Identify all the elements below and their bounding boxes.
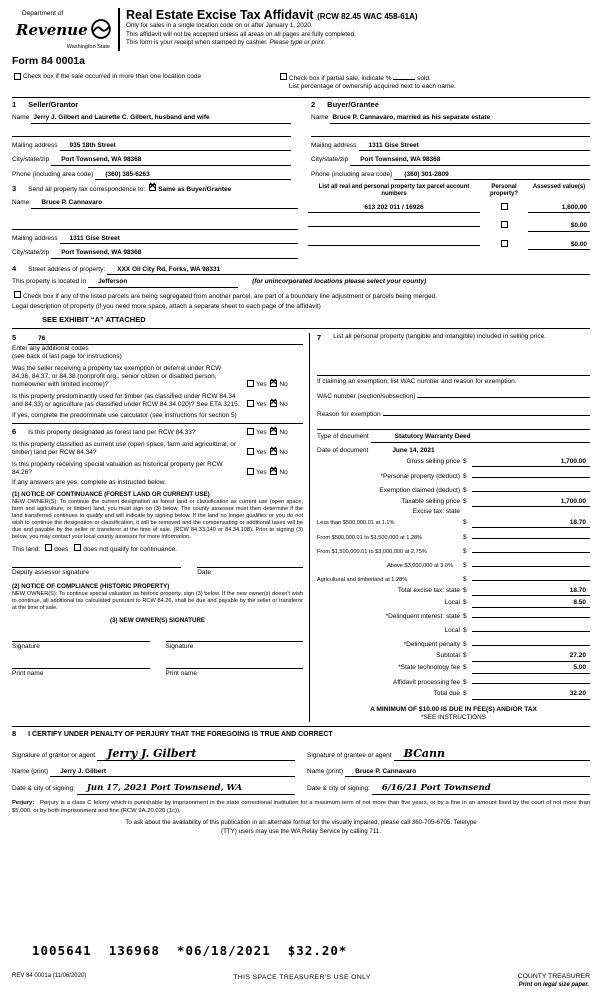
perjury-statement: Perjury: Perjury is a class C felony which is punishable by imprisonment in the state correctional institution for a maximum term of not more than five years, or by a fine in an amount fixed by the court of not more than $5,000, or by both imprisonment and fine (RCW 9A.20.020 (1c)). (12, 799, 590, 814)
historic-question: Is this property receiving special valuation as historical property per RCW 84.26? (12, 460, 223, 476)
forest-no-checkbox[interactable] (270, 428, 277, 435)
subtotal-field[interactable]: 27.20 (472, 652, 590, 661)
rate-above-3m-field[interactable] (472, 559, 590, 567)
grantee-print-name-field[interactable]: Bruce P. Cannavaro (345, 768, 590, 777)
seller-phone-label: Phone (including area code) (12, 170, 94, 178)
assessed-value-field[interactable]: $0.00 (528, 222, 590, 231)
parcel-personal-checkbox[interactable] (501, 203, 508, 210)
certify-statement: I CERTIFY UNDER PENALTY OF PERJURY THAT THE FOREGOING IS TRUE AND CORRECT (28, 731, 333, 739)
grantee-date-city-field[interactable]: 6/16/21 Port Townsend (372, 784, 590, 794)
rate-500k-1500k-field[interactable] (472, 531, 590, 539)
partial-sale-suffix: sold. (417, 74, 431, 82)
buyer-name-field[interactable]: Bruce P. Cannavaro, married as his separate estate (330, 114, 590, 123)
segregated-label: Check box if any of the listed parcels are being segregated from another parcel, are part of a boundary line adjustment or parcels being merged. (23, 292, 438, 300)
correspondence-city-label: City/state/zip (12, 249, 50, 257)
parcel-number-field[interactable] (308, 218, 480, 227)
divider (12, 423, 303, 424)
form-number: Form 84 0001a (12, 55, 85, 68)
timber-answers: Yes × No (245, 400, 303, 409)
personal-property-note: List all personal property (tangible and intangible) included in selling price. (333, 333, 546, 341)
deputy-assessor-signature-line[interactable] (12, 567, 181, 577)
print-name-label: Print name (12, 669, 44, 677)
total-due-field[interactable]: 32.20 (472, 690, 590, 699)
delinquent-interest-state-label: *Delinquent interest: state (385, 613, 460, 621)
page-title: Real Estate Excise Tax Affidavit (RCW 82.45 WAC 458-61A) (126, 8, 418, 22)
timber-no-checkbox[interactable] (270, 400, 277, 407)
answers-note: If any answers are yes, complete as instructed below. (12, 479, 166, 487)
divider (317, 375, 590, 376)
personal-property-deduct-field[interactable] (472, 470, 590, 478)
buyer-section (301, 100, 590, 181)
seller-mailing-field[interactable]: 935 18th Street (60, 142, 291, 151)
logo-revenue-text: Revenue (16, 21, 88, 40)
exemption-question: Was the seller receiving a property tax exemption or deferral under RCW 84.36, 84.37, or 84.38 (nonprofit org., senior citizen or disabled person, homeowner with limited income)? (12, 364, 222, 389)
dollar-sign: $ (463, 561, 467, 569)
partial-sale-checkbox[interactable] (280, 73, 287, 80)
certification-section (12, 729, 590, 794)
rate-500k-1500k-label: From $500,000.01 to $1,500,000 at 1.28% (317, 534, 423, 541)
property-section (12, 264, 590, 327)
assessed-value-field[interactable]: 1,600.00 (528, 204, 590, 213)
excise-tax-state-header: Excise tax: state (412, 507, 460, 515)
total-excise-state-label: Total excise tax: state (397, 586, 460, 594)
main-columns (12, 333, 590, 722)
land-does-not-label: does not qualify for continuance. (83, 546, 177, 554)
rate-under-500k-label: Less than $500,000.01 at 1.1% (317, 519, 395, 526)
correspondence-extra-line[interactable] (12, 219, 298, 230)
minimum-fee-note: A MINIMUM OF $10.00 IS DUE IN FEE(S) AND/OR TAX (370, 705, 537, 713)
currentuse-answers: Yes × No (245, 448, 303, 457)
correspondence-city-field[interactable]: Port Townsend, WA 98368 (51, 249, 298, 258)
same-as-buyer-label: Same as Buyer/Grantee (158, 186, 232, 194)
exemption-note: If claiming an exemption, list WAC number and reason for exemption. (317, 378, 517, 386)
partial-sale-percent-field[interactable] (393, 73, 415, 80)
wac-number-field[interactable] (417, 390, 590, 398)
section3-number: 3 (12, 184, 17, 194)
multi-location-label: Check box if the sale occurred in more than one location code (23, 72, 202, 80)
seller-name-extra-line[interactable] (12, 126, 291, 137)
signature-label: Signature (12, 643, 40, 651)
seller-city-label: City/state/zip (12, 156, 50, 164)
header-divider (118, 8, 120, 51)
correspondence-mailing-label: Mailing address (12, 234, 58, 242)
ownership-note: List percentage of ownership acquired next to each name. (288, 83, 456, 91)
legal-size-note: Print on legal size paper. (518, 982, 590, 989)
dollar-sign: $ (463, 641, 467, 649)
top-options (12, 73, 590, 92)
assessed-value-header: Assessed value(s) (532, 184, 586, 191)
personal-property-deduct-label: *Personal property (deduct) (380, 472, 460, 480)
historic-answers: Yes × No (245, 468, 303, 477)
dollar-sign: $ (463, 497, 467, 505)
multi-location-checkbox[interactable] (14, 73, 21, 80)
dollar-sign: $ (463, 598, 467, 606)
parcel-table (308, 184, 590, 259)
dollar-sign: $ (463, 457, 467, 465)
parcel-number-field[interactable]: 613 202 011 / 16926 (308, 204, 480, 213)
gross-selling-price-label: Gross selling price (406, 457, 460, 465)
total-excise-state-field[interactable]: 18.70 (472, 587, 590, 596)
parcel-row (308, 203, 590, 213)
county-treasurer-block (518, 973, 590, 990)
grantor-date-city-field[interactable]: Jun 17, 2021 Port Townsend, WA (77, 784, 295, 794)
divider (12, 97, 590, 98)
dollar-sign: $ (463, 533, 467, 541)
doc-date-value[interactable]: June 14, 2021 (392, 446, 435, 454)
form-header (12, 8, 590, 51)
print-name-label: Print name (165, 669, 197, 677)
compliance-text: NEW OWNER(S): To continue special valuation as historic property, sign (3) below. If the new owner(s) doesn't wish to continue, all additional tax calculated pursuant to RCW 84.26, shall be due and payable by the seller or transferor at the time of sale. (12, 591, 303, 612)
title-rcw-reference: (RCW 82.45 WAC 458-61A) (317, 12, 418, 21)
doc-type-label: Type of document (317, 433, 369, 441)
buyer-mailing-label: Mailing address (311, 141, 357, 149)
divider (12, 328, 590, 329)
state-technology-fee-field[interactable]: 5.00 (472, 664, 590, 673)
deputy-date-label: Date (197, 568, 211, 576)
parcel-row (308, 237, 590, 250)
parcel-personal-checkbox[interactable] (501, 240, 508, 247)
buyer-name-label: Name (311, 114, 329, 122)
currentuse-question: Is this property classified as current use (open space, farm and agricultural, or timber) land per RCW 84.34? (12, 440, 236, 457)
new-owner-print-name-line-1[interactable] (12, 668, 150, 678)
gross-selling-price-field[interactable]: 1,700.00 (472, 458, 590, 467)
rate-above-3m-label: Above $3,000,000 at 3.0% (387, 562, 453, 569)
dollar-sign: $ (463, 613, 467, 621)
taxable-selling-price-label: Taxable selling price (401, 497, 460, 505)
correspondence-name-label: Name (12, 199, 30, 207)
total-due-label: Total due (433, 690, 460, 698)
county-field[interactable]: Jefferson (88, 278, 238, 287)
delinquent-interest-local-field[interactable] (472, 624, 590, 632)
section7-number: 7 (317, 333, 322, 343)
land-label: This land: (12, 546, 41, 554)
correspondence-and-parcels (12, 184, 590, 259)
partial-sale-label: Check box if partial sale, indicate % (288, 74, 392, 82)
buyer-city-field[interactable]: Port Townsend, WA 98368 (350, 156, 590, 165)
continuance-text: NEW OWNER(S): To continue the current designation as forest land or classification as current use (open space, farm and agriculture, or timber) land, you must sign on (3) below. The county assessor must then determine if the land transferred continues to qualify and will indicate by signing below. If the land no longer qualifies or you do not wish to continue the designation or classification, it will be removed and the compensating or additional taxes will be due and payable by the seller or transferor at the time of sale. (RCW 84.33.140 or 84.34.108). Prior to signing (3) below, you may contact your local county assessor for more information. (12, 498, 303, 540)
header-note-2: This affidavit will not be accepted unless all areas on all pages are fully completed. (126, 30, 356, 38)
signature-label: Signature (165, 643, 194, 651)
currentuse-yes-checkbox[interactable] (247, 448, 254, 455)
parcel-personal-checkbox[interactable] (501, 221, 508, 228)
seller-city-field[interactable]: Port Townsend, WA 98368 (51, 156, 291, 165)
exemption-yes-checkbox[interactable] (247, 380, 254, 387)
personal-property-header: Personal property? (489, 184, 518, 197)
correspondence-label: Send all property tax correspondence to: (28, 186, 146, 194)
rate-under-500k-field[interactable]: 18.70 (472, 519, 590, 528)
legal-description-value[interactable]: SEE EXHIBIT “A” ATTACHED (42, 314, 146, 324)
land-does-label: does (54, 546, 69, 554)
form-footer (12, 973, 590, 990)
grantor-print-name-field[interactable]: Jerry J. Gilbert (50, 768, 295, 777)
left-column (12, 333, 310, 722)
forest-answers: Yes × No (245, 428, 303, 437)
dollar-sign: $ (463, 627, 467, 635)
timber-yes-checkbox[interactable] (247, 400, 254, 407)
revenue-swirl-icon (90, 18, 112, 43)
alternate-format-note: To ask about the availability of this publication in an alternate format for the visually impaired, please call 360-705-6705. Teletype (TTY) users may use the WA Relay Service by calling 711. (125, 819, 477, 835)
seller-section-title: 1 Seller/Grantor (12, 99, 79, 109)
treasurer-blank-space (12, 836, 590, 943)
located-note: (for unincorporated locations please select your county) (252, 278, 427, 286)
dollar-sign: $ (463, 690, 467, 698)
cashier-stamp: 1005641 136968 *06/18/2021 $32.20* (32, 943, 348, 959)
correspondence-section (12, 184, 308, 259)
section4-number: 4 (12, 263, 17, 273)
see-instructions-note: *SEE INSTRUCTIONS (421, 714, 486, 722)
rate-1500k-3m-label: From $1,500,000.01 to $3,000,000 at 2.75% (317, 548, 427, 555)
timber-question: Is this property predominantly used for timber (as classified under RCW 84.34 and 84.33) or agriculture (as classified under RCW 84.34.020)? See ETA 3215. (12, 392, 240, 409)
grantee-signature-field[interactable]: BCann (394, 748, 590, 761)
new-owner-signature-title: (3) NEW OWNER(S) SIGNATURE (109, 617, 206, 625)
logo-washington-state: Washington State (66, 43, 110, 50)
local-tax-label: Local (444, 598, 460, 606)
deputy-assessor-label: Deputy assessor signature (12, 568, 89, 576)
dollar-sign: $ (463, 472, 467, 480)
legal-description-label: Legal description of property (if you need more space, attach a separate sheet to each page of the affidavit) (12, 303, 321, 311)
buyer-section-title: 2 Buyer/Grantee (311, 99, 379, 109)
historic-yes-checkbox[interactable] (247, 468, 254, 475)
rate-agricultural-label: Agricultural and timberland at 1.28% (317, 576, 408, 583)
dollar-sign: $ (463, 575, 467, 583)
grantee-date-city-label: Date & city of signing: (307, 785, 370, 793)
new-owner-signature-line-1[interactable] (12, 641, 150, 651)
dollar-sign: $ (463, 586, 467, 594)
correspondence-mailing-field[interactable]: 1311 Gise Street (60, 235, 298, 244)
grantee-print-name-label: Name (print) (307, 767, 344, 775)
additional-codes-note: (see back of last page for instructions) (12, 353, 122, 361)
section5-number: 5 (12, 333, 17, 343)
new-owner-print-name-line-2[interactable] (166, 668, 304, 678)
parcel-number-field[interactable] (308, 237, 480, 246)
street-address-field[interactable]: XXX Oil City Rd, Forks, WA 98331 (107, 266, 590, 275)
taxable-selling-price-field[interactable]: 1,700.00 (472, 498, 590, 507)
located-in-label: This property is located in (12, 278, 87, 286)
forest-question: 6 Is this property designated as forest land per RCW 84.33? (12, 427, 196, 437)
doc-type-field[interactable]: Statutory Warranty Deed (371, 433, 590, 442)
buyer-city-label: City/state/zip (311, 156, 349, 164)
seller-section (12, 100, 301, 181)
grantor-date-city-label: Date & city of signing: (12, 785, 75, 793)
buyer-mailing-field[interactable]: 1311 Gise Street (359, 142, 590, 151)
wac-number-label: WAC number (section/subsection) (317, 393, 416, 401)
logo-dept-line: Department of (22, 10, 64, 17)
seller-name-field[interactable]: Jerry J. Gilbert and Laurette C. Gilbert, husband and wife (31, 114, 291, 123)
section7-column (310, 333, 590, 722)
grantor-print-name-label: Name (print) (12, 767, 49, 775)
revision-number: REV 84 0001a (11/06/2020) (12, 973, 87, 980)
dollar-sign: $ (463, 547, 467, 555)
header-note-3: This form is your receipt when stamped by cashier. Please type or print. (126, 38, 326, 46)
parties-section (12, 100, 590, 181)
delinquent-penalty-field[interactable] (472, 638, 590, 646)
additional-codes-field[interactable]: 76 (28, 335, 303, 344)
affidavit-processing-fee-label: Affidavit processing fee (392, 679, 460, 687)
rate-agricultural-field[interactable] (472, 573, 590, 581)
exemption-claimed-field[interactable] (472, 484, 590, 492)
section8-number: 8 (12, 729, 17, 739)
header-note-1: Only for sales in a single location code on or after January 1, 2020. (126, 22, 313, 30)
delinquent-penalty-label: *Delinquent penalty (403, 641, 460, 649)
calculator-note: If yes, complete the predominate use calculator (see instructions for section 5) (12, 411, 237, 419)
seller-name-label: Name (12, 114, 30, 122)
county-treasurer-label: COUNTY TREASURER (517, 973, 590, 981)
additional-codes-label: Enter any additional codes (12, 344, 89, 352)
street-address-label: Street address of property: (28, 265, 106, 273)
delinquent-interest-state-field[interactable] (472, 610, 590, 618)
buyer-phone-label: Phone (including area code) (311, 170, 393, 178)
divider (12, 726, 590, 727)
state-technology-fee-label: *State technology fee (398, 664, 460, 672)
currentuse-no-checkbox[interactable] (270, 448, 277, 455)
dollar-sign: $ (463, 518, 467, 526)
exemption-claimed-label: Exemption claimed (deduct) (379, 486, 460, 494)
treasurer-use-label: THIS SPACE TREASURER'S USE ONLY (233, 974, 371, 982)
dollar-sign: $ (463, 652, 467, 660)
buyer-name-extra-line[interactable] (311, 126, 590, 137)
land-does-checkbox[interactable] (45, 544, 52, 551)
doc-date-label: Date of document (317, 446, 369, 454)
deputy-date-line[interactable] (197, 567, 303, 577)
new-owner-signature-line-2[interactable] (166, 641, 304, 651)
compliance-title: (2) NOTICE OF COMPLIANCE (HISTORIC PROPERTY) (12, 583, 170, 591)
reason-exemption-field[interactable] (383, 408, 590, 416)
land-does-not-checkbox[interactable] (74, 544, 81, 551)
seller-mailing-label: Mailing address (12, 141, 58, 149)
forest-yes-checkbox[interactable] (247, 428, 254, 435)
grantor-signature-field[interactable]: Jerry J. Gilbert (97, 748, 295, 761)
parcel-table-header: List all real and personal property tax parcel account numbers (318, 184, 470, 197)
reason-exemption-label: Reason for exemption (317, 410, 381, 418)
assessed-value-field[interactable]: $0.00 (528, 241, 590, 250)
buyer-phone-field[interactable]: (360) 301-2809 (394, 171, 590, 180)
correspondence-name-field[interactable]: Bruce P. Cannavaro (31, 199, 298, 208)
grantee-signature-label: Signature of grantee or agent (307, 751, 392, 759)
revenue-logo (12, 8, 116, 51)
affidavit-processing-fee-field[interactable] (472, 676, 590, 684)
exemption-answers: Yes × No (245, 380, 303, 389)
exemption-no-checkbox[interactable] (270, 380, 277, 387)
segregated-checkbox[interactable] (14, 291, 21, 298)
historic-no-checkbox[interactable] (270, 468, 277, 475)
divider (317, 429, 590, 430)
local-tax-field[interactable]: 8.50 (472, 599, 590, 608)
subtotal-label: Subtotal (436, 652, 460, 660)
parcel-row (308, 218, 590, 231)
same-as-buyer-checkbox[interactable] (149, 184, 156, 191)
rate-1500k-3m-field[interactable] (472, 545, 590, 553)
perjury-lead: Perjury: (12, 799, 35, 806)
dollar-sign: $ (463, 486, 467, 494)
continuance-title: (1) NOTICE OF CONTINUANCE (FOREST LAND OR CURRENT USE) (12, 490, 210, 498)
personal-property-blank-area[interactable] (317, 343, 590, 373)
delinquent-interest-local-label: Local (444, 627, 460, 635)
seller-phone-field[interactable]: (360) 385-6263 (95, 171, 291, 180)
dollar-sign: $ (463, 664, 467, 672)
dollar-sign: $ (463, 679, 467, 687)
grantor-signature-label: Signature of grantor or agent (12, 751, 96, 759)
